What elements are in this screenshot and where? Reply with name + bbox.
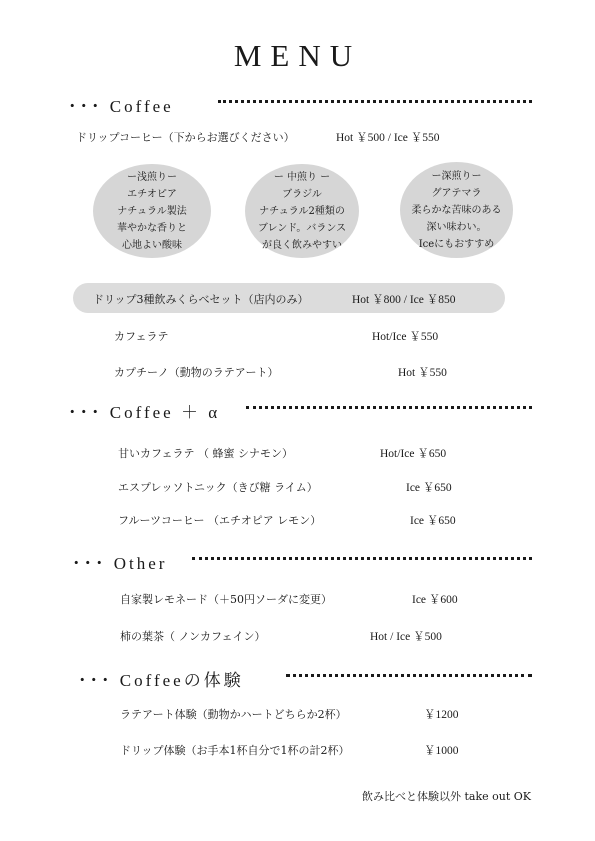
menu-item-name: 柿の葉茶（ ノンカフェイン） xyxy=(120,630,266,643)
roast-dark-line: 深い味わい。 xyxy=(426,221,487,233)
menu-item-name: 甘いカフェラテ （ 蜂蜜 シナモン） xyxy=(118,447,293,460)
roast-dark-line: Iceにもおすすめ xyxy=(418,238,495,250)
roast-light-line: 華やかな香りと xyxy=(117,222,187,234)
roast-medium-line: が良く飲みやすい xyxy=(262,239,342,251)
roast-light-circle xyxy=(93,164,211,258)
menu-item-price: Ice ￥650 xyxy=(406,482,452,494)
roast-light-line: ー浅煎りー xyxy=(127,171,177,183)
roast-medium-line: ブレンド。バランス xyxy=(257,222,347,234)
section-heading-coffee-plus: ･･･ Coffee ＋ α xyxy=(68,403,221,422)
section-heading-experience: ･･･ Coffeeの体験 xyxy=(78,671,244,690)
menu-item-price: ￥1000 xyxy=(424,745,459,757)
menu-item-price: ￥1200 xyxy=(424,709,459,721)
menu-item-price: Ice ￥600 xyxy=(412,594,458,606)
roast-medium-line: ー 中煎り ー xyxy=(273,171,331,183)
menu-item-name: ラテアート体験（動物かハートどちらか2杯） xyxy=(120,708,347,721)
section-heading-coffee: ･･･ Coffee xyxy=(68,97,174,116)
roast-dark-line: 柔らかな苦味のある xyxy=(411,204,502,216)
menu-item-price: Ice ￥650 xyxy=(410,515,456,527)
menu-item-price: Hot/Ice ￥650 xyxy=(380,448,447,460)
roast-light-line: ナチュラル製法 xyxy=(117,205,187,217)
menu-item-price: Hot ￥550 xyxy=(398,367,447,379)
section-heading-other: ･･･ Other xyxy=(72,554,168,573)
dotted-leader xyxy=(192,557,532,560)
menu-item-price: Hot/Ice ￥550 xyxy=(372,331,439,343)
roast-medium-circle xyxy=(245,164,359,258)
roast-light-line: 心地よい酸味 xyxy=(122,239,182,251)
menu-item-name: 自家製レモネード（＋50円ソーダに変更） xyxy=(120,593,332,606)
menu-item-name: カフェラテ xyxy=(114,330,169,343)
menu-item-name: エスプレッソトニック（きび糖 ライム） xyxy=(118,481,318,494)
roast-dark-line: グアテマラ xyxy=(431,187,482,199)
menu-item-name: ドリップ体験（お手本1杯自分で1杯の計2杯） xyxy=(120,744,350,757)
drip-coffee-name: ドリップコーヒー（下からお選びください） xyxy=(76,131,295,144)
roast-light-line: エチオピア xyxy=(127,188,177,200)
menu-item-name: カプチーノ（動物のラテアート） xyxy=(114,366,279,379)
roast-dark-line: ー深煎りー xyxy=(431,170,482,182)
roast-medium-line: ブラジル xyxy=(282,188,322,200)
takeout-note: 飲み比べと体験以外 take out OK xyxy=(362,790,532,803)
menu-item-name: フルーツコーヒー （エチオピア レモン） xyxy=(118,514,322,527)
tasting-set-name: ドリップ3種飲みくらべセット（店内のみ） xyxy=(93,293,309,306)
roast-dark-circle xyxy=(400,162,513,258)
tasting-set-price: Hot ￥800 / Ice ￥850 xyxy=(352,294,456,306)
menu-item-price: Hot / Ice ￥500 xyxy=(370,631,442,643)
menu-title: MENU xyxy=(233,38,362,73)
roast-medium-line: ナチュラル2種類の xyxy=(259,205,345,217)
dotted-leader xyxy=(286,674,532,677)
drip-coffee-price: Hot ￥500 / Ice ￥550 xyxy=(336,132,440,144)
dotted-leader xyxy=(246,406,532,409)
dotted-leader xyxy=(218,100,532,103)
